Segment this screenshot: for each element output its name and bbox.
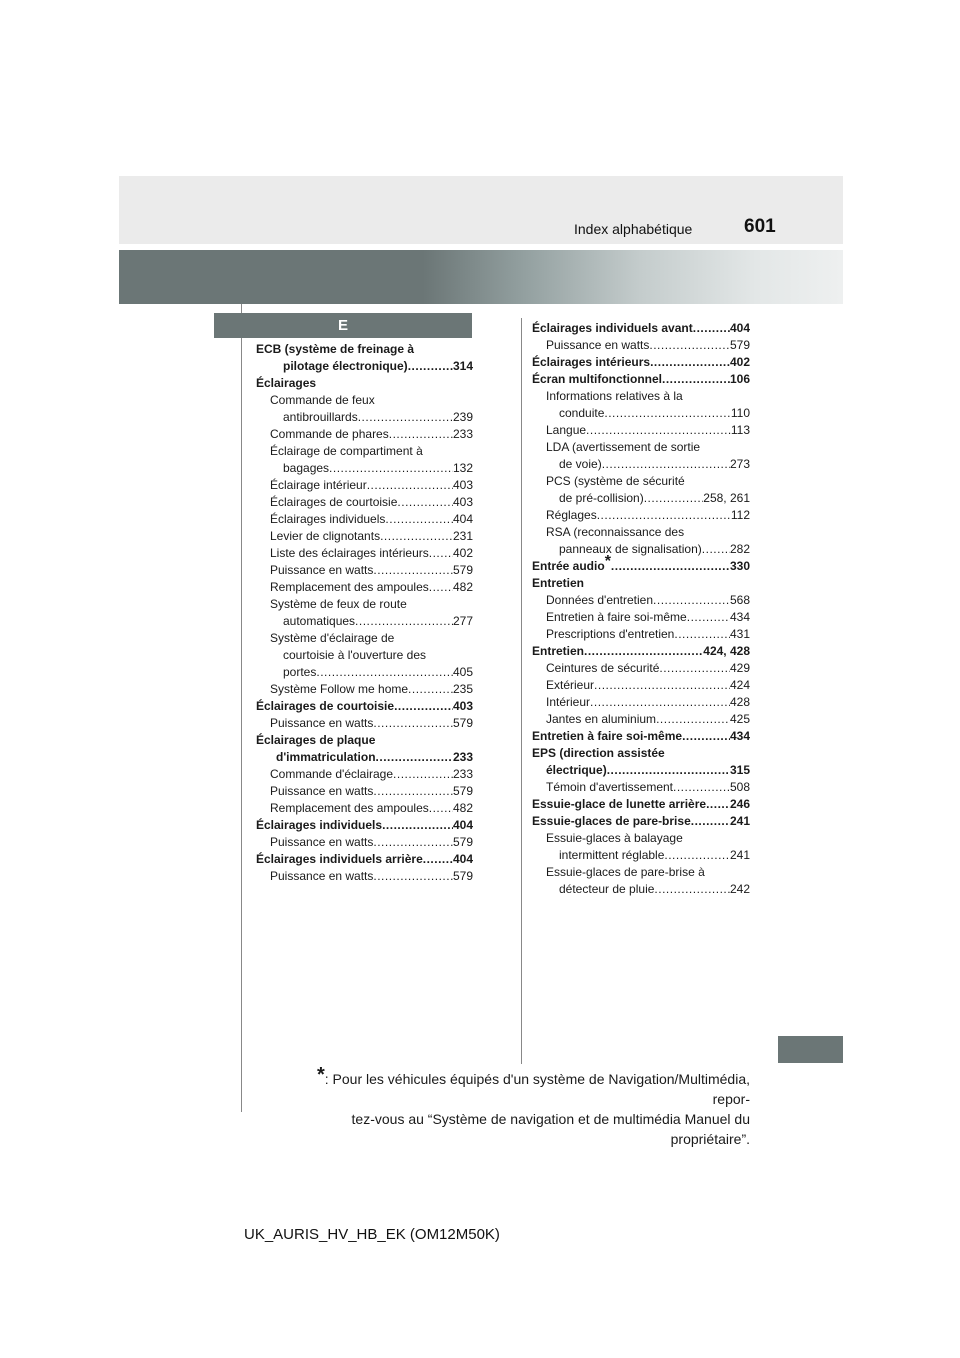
index-entry-text: Éclairages: [256, 376, 317, 390]
index-entry-text: Système de feux de route: [270, 597, 407, 611]
index-entry: [532, 711, 750, 728]
index-entry-text: Éclairage de compartiment à: [270, 444, 423, 458]
dot-leader: [367, 477, 453, 494]
index-entry-text: Liste des éclairages intérieurs: [270, 546, 429, 560]
index-entry: [256, 732, 473, 749]
index-entry-text: Réglages: [546, 508, 597, 522]
page-reference: 231: [452, 529, 473, 543]
page-reference: 277: [452, 614, 473, 628]
dot-leader: [653, 592, 730, 609]
index-entry: [532, 320, 750, 337]
index-entry: [256, 766, 473, 783]
dot-leader: [607, 762, 730, 779]
index-entry: [532, 694, 750, 711]
page-reference: 579: [452, 716, 473, 730]
index-entry-text: Système d'éclairage de: [270, 631, 395, 645]
page-reference: 282: [729, 542, 750, 556]
page-reference: 241: [729, 814, 750, 828]
dot-leader: [408, 681, 453, 698]
index-entry: [532, 553, 750, 575]
dot-leader: [380, 528, 453, 545]
dot-leader: [429, 800, 453, 817]
index-entry-text: d'immatriculation: [276, 750, 376, 764]
index-entry-text: courtoisie à l'ouverture des: [283, 648, 427, 662]
index-entry: [256, 409, 473, 426]
page-reference: 258, 261: [703, 491, 750, 505]
page-reference: 579: [452, 835, 473, 849]
page-reference: 330: [729, 559, 750, 573]
index-entry-text: Ceintures de sécurité: [546, 661, 660, 675]
index-entry-text: Éclairages de courtoisie: [256, 699, 395, 713]
page-reference: 403: [452, 478, 473, 492]
index-entry: [532, 592, 750, 609]
index-entry-text: bagages: [283, 461, 330, 475]
index-entry: [532, 371, 750, 388]
index-entry: [532, 881, 750, 898]
dot-leader: [373, 834, 453, 851]
dot-leader: [373, 783, 453, 800]
page-reference: 242: [729, 882, 750, 896]
dot-leader: [586, 422, 731, 439]
dot-leader: [654, 881, 730, 898]
page-reference: 233: [452, 767, 473, 781]
index-entry: [532, 643, 750, 660]
index-entry: [532, 830, 750, 847]
index-entry: [256, 596, 473, 613]
index-entry-text: Prescriptions d'entretien: [546, 627, 675, 641]
index-entry-text: Essuie-glace de lunette arrière: [532, 797, 707, 811]
index-entry-text: Éclairages individuels: [256, 818, 383, 832]
dot-leader: [611, 558, 730, 575]
model-code: UK_AURIS_HV_HB_EK (OM12M50K): [244, 1226, 500, 1243]
index-entry-text: Puissance en watts: [270, 563, 374, 577]
page-reference: 434: [729, 610, 750, 624]
page-reference: 246: [729, 797, 750, 811]
index-entry: [532, 575, 750, 592]
dot-leader: [590, 694, 730, 711]
dot-leader: [397, 494, 453, 511]
index-entry: [532, 354, 750, 371]
index-entry: [532, 745, 750, 762]
footnote: [280, 1064, 750, 1149]
index-entry: [256, 715, 473, 732]
dot-leader: [673, 779, 730, 796]
index-entry: [532, 626, 750, 643]
page-reference: 424, 428: [703, 644, 750, 658]
page-reference: 434: [729, 729, 750, 743]
index-entry-text: PCS (système de sécurité: [546, 474, 685, 488]
dot-leader: [706, 796, 730, 813]
index-entry: [256, 511, 473, 528]
index-entry-text: Éclairages intérieurs: [532, 355, 651, 369]
index-entry-text: Essuie-glaces de pare-brise: [532, 814, 691, 828]
page-reference: 424: [729, 678, 750, 692]
index-entry: [256, 426, 473, 443]
page-reference: 429: [729, 661, 750, 675]
page-reference: 110: [730, 406, 750, 420]
dot-leader: [423, 851, 453, 868]
index-entry-text: Écran multifonctionnel: [532, 372, 663, 386]
dot-leader: [687, 609, 730, 626]
page-reference: 508: [729, 780, 750, 794]
index-entry-text: Éclairages individuels: [270, 512, 386, 526]
index-entry-text: Puissance en watts: [270, 716, 374, 730]
index-entry-text: Puissance en watts: [270, 869, 374, 883]
footnote-line-1: : Pour les véhicules équipés d'un système de Navigation/Multimédia, repor-: [324, 1071, 750, 1107]
dot-leader: [393, 766, 453, 783]
index-entry: [532, 473, 750, 490]
dot-leader: [604, 405, 730, 422]
index-entry: [532, 677, 750, 694]
index-entry: [256, 613, 473, 630]
index-entry-text: Éclairages de courtoisie: [270, 495, 398, 509]
page-number: 601: [744, 216, 776, 237]
index-entry: [256, 851, 473, 868]
dot-leader: [382, 817, 453, 834]
index-entry-text: Informations relatives à la: [546, 389, 683, 403]
index-entry-text: Données d'entretien: [546, 593, 654, 607]
dot-leader: [355, 613, 453, 630]
index-entry: [256, 443, 473, 460]
dot-leader: [358, 409, 453, 426]
page-reference: 482: [452, 801, 473, 815]
index-entry: [256, 630, 473, 647]
index-entry-text: Entretien: [532, 644, 585, 658]
index-entry-text: Commande d'éclairage: [270, 767, 394, 781]
page-reference: 404: [729, 321, 750, 335]
index-column-right: [532, 320, 750, 898]
dot-leader: [650, 354, 730, 371]
index-entry-text: Éclairage intérieur: [270, 478, 367, 492]
index-entry-text: de pré-collision): [559, 491, 644, 505]
index-entry: [532, 507, 750, 524]
index-entry: [256, 477, 473, 494]
index-entry-text: panneaux de signalisation): [559, 542, 702, 556]
index-entry: [532, 796, 750, 813]
page-reference: 235: [452, 682, 473, 696]
chapter-thumb-tab: [778, 1036, 843, 1063]
index-entry-text: Essuie-glaces de pare-brise à: [546, 865, 705, 879]
index-entry-text: antibrouillards: [283, 410, 358, 424]
index-entry: [256, 392, 473, 409]
page-reference: 405: [452, 665, 473, 679]
page-reference: 568: [729, 593, 750, 607]
index-entry: [256, 545, 473, 562]
column-divider: [521, 318, 522, 1064]
page-reference: 428: [729, 695, 750, 709]
index-entry-text: Témoin d'avertissement: [546, 780, 674, 794]
section-letter-heading: E: [214, 313, 472, 338]
index-entry: [256, 834, 473, 851]
running-header-title: Index alphabétique: [574, 221, 693, 237]
index-entry: [256, 681, 473, 698]
dot-leader: [429, 545, 453, 562]
header-band: [119, 176, 843, 244]
index-entry-text: Extérieur: [546, 678, 595, 692]
left-margin-rule: [241, 304, 242, 1112]
index-entry-text: Commande de phares: [270, 427, 389, 441]
index-entry: [256, 868, 473, 885]
index-entry-text: RSA (reconnaissance des: [546, 525, 685, 539]
index-entry-text: ECB (système de freinage à: [256, 342, 415, 356]
index-entry-text: Éclairages de plaque: [256, 733, 376, 747]
index-entry: [532, 439, 750, 456]
index-entry-text: Remplacement des ampoules: [270, 801, 429, 815]
index-entry-text: Puissance en watts: [270, 835, 374, 849]
index-entry-text: Jantes en aluminium: [546, 712, 657, 726]
dot-leader: [691, 813, 730, 830]
dot-leader: [602, 456, 730, 473]
index-entry: [532, 490, 750, 507]
index-entry: [256, 698, 473, 715]
dot-leader: [329, 460, 453, 477]
page-reference: 404: [452, 852, 473, 866]
index-entry-text: Intérieur: [546, 695, 591, 709]
dot-leader: [594, 677, 730, 694]
page-reference: 579: [729, 338, 750, 352]
page-reference: 425: [729, 712, 750, 726]
index-entry: [532, 728, 750, 745]
index-entry: [532, 609, 750, 626]
index-entry: [532, 388, 750, 405]
header-gradient-bar: [119, 250, 843, 304]
dot-leader: [385, 511, 453, 528]
index-entry: [532, 779, 750, 796]
index-entry-text: Langue: [546, 423, 587, 437]
index-entry-text: Système Follow me home: [270, 682, 409, 696]
index-entry: [256, 749, 473, 766]
page-reference: 239: [452, 410, 473, 424]
dot-leader: [429, 579, 453, 596]
page-reference: 241: [729, 848, 750, 862]
dot-leader: [373, 868, 453, 885]
index-entry-text: pilotage électronique): [283, 359, 408, 373]
dot-leader: [394, 698, 453, 715]
dot-leader: [408, 358, 453, 375]
index-entry: [256, 341, 473, 358]
index-entry: [256, 664, 473, 681]
footnote-marker: *: [604, 553, 611, 570]
index-entry: [532, 405, 750, 422]
page-reference: 579: [452, 784, 473, 798]
index-entry: [256, 800, 473, 817]
page-reference: 233: [452, 427, 473, 441]
dot-leader: [702, 541, 730, 558]
dot-leader: [693, 320, 730, 337]
index-entry-text: Entrée audio: [532, 559, 605, 573]
footnote-star: *: [316, 1064, 325, 1086]
page-reference: 273: [729, 457, 750, 471]
index-entry-text: Levier de clignotants: [270, 529, 381, 543]
footnote-line-2: tez-vous au “Système de navigation et de multimédia Manuel du propriétaire”.: [351, 1111, 750, 1147]
index-entry-text: électrique): [546, 763, 607, 777]
page-reference: 315: [729, 763, 750, 777]
index-entry: [256, 375, 473, 392]
index-entry-text: Puissance en watts: [546, 338, 650, 352]
dot-leader: [584, 643, 703, 660]
dot-leader: [659, 660, 730, 677]
dot-leader: [644, 490, 704, 507]
index-entry: [256, 579, 473, 596]
index-entry-text: de voie): [559, 457, 602, 471]
index-entry-text: Essuie-glaces à balayage: [546, 831, 683, 845]
index-entry-text: automatiques: [283, 614, 356, 628]
page-reference: 403: [452, 699, 473, 713]
index-entry-text: Éclairages individuels arrière: [256, 852, 423, 866]
index-entry-text: conduite: [559, 406, 605, 420]
page-reference: 402: [729, 355, 750, 369]
page-reference: 579: [452, 869, 473, 883]
index-entry: [256, 783, 473, 800]
index-entry-text: Entretien à faire soi-même: [546, 610, 687, 624]
index-entry: [532, 456, 750, 473]
page-reference: 404: [452, 512, 473, 526]
index-entry: [532, 524, 750, 541]
index-entry: [256, 494, 473, 511]
index-entry-text: portes: [283, 665, 317, 679]
dot-leader: [389, 426, 453, 443]
index-entry-text: détecteur de pluie: [559, 882, 655, 896]
page-reference: 314: [452, 359, 473, 373]
dot-leader: [656, 711, 730, 728]
dot-leader: [649, 337, 730, 354]
index-entry-text: Éclairages individuels avant: [532, 321, 693, 335]
page-reference: 579: [452, 563, 473, 577]
index-entry: [532, 864, 750, 881]
dot-leader: [597, 507, 731, 524]
page-reference: 112: [730, 508, 750, 522]
page-reference: 482: [452, 580, 473, 594]
index-entry: [256, 817, 473, 834]
page-reference: 403: [452, 495, 473, 509]
dot-leader: [664, 847, 730, 864]
dot-leader: [674, 626, 730, 643]
page-reference: 402: [452, 546, 473, 560]
index-entry: [532, 762, 750, 779]
page-reference: 431: [729, 627, 750, 641]
index-entry-text: Remplacement des ampoules: [270, 580, 429, 594]
dot-leader: [376, 749, 453, 766]
index-entry: [532, 422, 750, 439]
index-entry: [256, 528, 473, 545]
page-reference: 233: [452, 750, 473, 764]
index-entry: [256, 647, 473, 664]
dot-leader: [373, 715, 453, 732]
index-entry-text: LDA (avertissement de sortie: [546, 440, 701, 454]
index-entry-text: Entretien: [532, 576, 585, 590]
index-entry: [532, 660, 750, 677]
dot-leader: [682, 728, 730, 745]
index-entry: [532, 847, 750, 864]
index-entry-text: Puissance en watts: [270, 784, 374, 798]
index-entry-text: Commande de feux: [270, 393, 375, 407]
index-entry: [532, 813, 750, 830]
dot-leader: [662, 371, 730, 388]
index-entry: [256, 358, 473, 375]
index-entry-text: Entretien à faire soi-même: [532, 729, 683, 743]
index-column-left: [256, 341, 473, 885]
index-entry: [532, 541, 750, 558]
page-reference: 404: [452, 818, 473, 832]
index-entry: [532, 337, 750, 354]
index-entry: [256, 562, 473, 579]
page-reference: 106: [729, 372, 750, 386]
dot-leader: [373, 562, 453, 579]
page-reference: 132: [452, 461, 473, 475]
index-entry: [256, 460, 473, 477]
dot-leader: [316, 664, 453, 681]
index-entry-text: EPS (direction assistée: [532, 746, 665, 760]
index-entry-text: intermittent réglable: [559, 848, 665, 862]
page-reference: 113: [730, 423, 750, 437]
